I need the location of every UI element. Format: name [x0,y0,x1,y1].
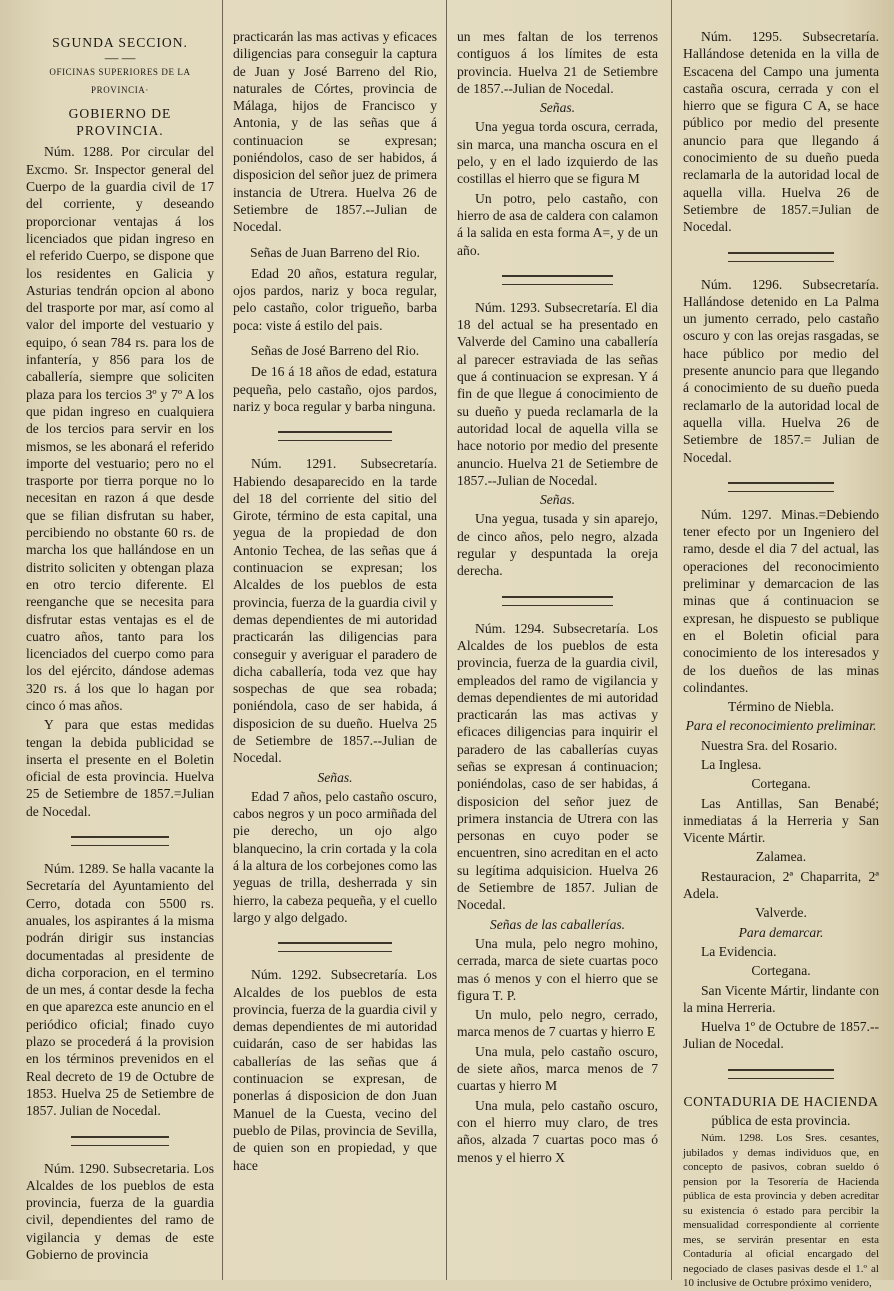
signs-mare: Edad 7 años, pelo castaño oscuro, cabos negros y un poco armiñada del pie derecho, un ojo algo blanquecino, la crin cortada y la cola á la altura de los corbejones como las yeguas de trilla, desherrada y sin hierro, la cabeza pequeña, y el cuello largo y algo delgado. [233,788,437,925]
heading-juan-barreno: Señas de Juan Barreno del Rio. [250,244,420,260]
place-valverde: Valverde. [755,905,807,921]
signs-jose-barreno: De 16 á 18 años de edad, estatura pequeña, pelo castaño, ojos pardos, nariz y boca regular y barba ninguna. [233,364,437,414]
signs-heading: Señas. [317,769,353,785]
government-heading: GOBIERNO DE PROVINCIA. [68,105,172,139]
notice-1288-close: Y para que estas medidas tengan la debida publicidad se inserta el presente en el Boletin oficial de esta provincia. Huelva 25 de Setiembre de 1857.=Julian de Nocedal. [26,717,214,819]
place-cortegana-2: Cortegana. [751,963,811,979]
preliminary-heading: Para el reconocimiento preliminar. [685,718,877,734]
signs-mule-1: Una mula, pelo negro mohino, cerrada, marca de siete cuartas poco mas ó menos y con el hierro que se figura T. P. [457,935,658,1003]
signs-black-mare: Una yegua, tusada y sin aparejo, de cinco años, pelo negro, alzada regular y despuntada la oreja derecha. [457,511,658,579]
notice-1298: Núm. 1298. Los Sres. cesantes, jubilados y demas individuos que, en concepto de pasivos, cobran sueldo ó pension por la Tesorería de Hacienda pública de esta provincia y deben acreditar su existencia ó estado para percibir la mensualidad correspondiente al corriente mes, se servirán presentar en esta Contaduría al oficial encargado del negociado de clases pasivas desde el 1.º al 10 inclusive de Octubre próximo venidero, [683,1132,879,1290]
contaduria-heading: CONTADURIA DE HACIENDA [683,1093,879,1109]
separator [71,836,169,846]
column-4 [683,28,879,1290]
mine-restauracion: Restauracion, 2ª Chaparrita, 2ª Adela. [683,868,879,902]
notice-1296: Núm. 1296. Subsecretaría. Hallándose detenido en La Palma un jumento cerrado, pelo castaño oscuro y con las orejas rasgadas, se hace público por medio del presente anuncio para que llegando á conocimiento de su dueño pueda reclamarlo de la autoridad local de aquella villa. Huelva 26 de Setiembre de 1857.= Julian de Nocedal. [683,276,879,465]
mine-rosario: Nuestra Sra. del Rosario. [701,737,838,753]
separator [278,431,392,441]
column-1 [26,34,214,1274]
notice-1290-continued: practicarán las mas activas y eficaces diligencias para conseguir la captura de Juan y José Barreno del Rio, naturales de Córtes, provincia de Málaga, hijos de Francisco y Antonia, y de las señas que á continuacion se expresan; poniéndolos, caso de ser habidos, á disposicion del señor juez de primera instancia de Utrera. Huelva 26 de Setiembre de 1857.--Julian de Nocedal. [233,29,437,235]
signs-mule-2: Un mulo, pelo negro, cerrado, marca menos de 7 cuartas y hierro E [457,1007,658,1040]
mine-san-vicente: San Vicente Mártir, lindante con la mina Herreria. [683,982,879,1015]
notice-1297-date: Huelva 1º de Octubre de 1857.--Julian de Nocedal. [683,1019,879,1052]
notice-1288: Núm. 1288. Por circular del Excmo. Sr. Inspector general del Cuerpo de la guardia civil de 17 del corriente, y deseando proporcionar ventajas á los licenciados que pidan ingreso en el referido Cuerpo, se dispone que los residentes en Galicia y Asturias tendrán opcion al abono del trasporte por mar, así como al valor del importe del vestuario y equipo, ó sean 784 rs. para los de infantería, y 856 para los de caballería, siempre que soliciten plaza para los tercios 3º y 7º A los que pidan ingreso en cualquiera de los tercios para servir en los mismos, se les abonará el referido importe del vestuario; pero no el trasporte por tierra porque no lo necesitan en razon á que desde que se filian disfrutan su haber, percibiendo no obstante 60 rs. de marcha los que hallándose en un distrito soliciten y obtengan plaza en otro tercio diferente. El reenganche que se necesita para disfrutar estas ventajas es el de cuatro años, tanto para los licenciados del cuerpo como para los del ejército, dándose ademas 320 rs. á los que lo hagan por cinco ó mas años. [26,144,214,713]
mine-evidencia: La Evidencia. [701,943,777,959]
term-niebla: Término de Niebla. [727,699,835,715]
separator [728,252,834,262]
column-rule [446,0,447,1280]
demarcate-heading: Para demarcar. [738,924,824,940]
notice-1292: Núm. 1292. Subsecretaría. Los Alcaldes de los pueblos de esta provincia, fuerza de la guardia civil y demas dependientes de mi autoridad cuidarán, caso de ser habidas las caballerías de las señas que á continuacion se expresan, de ponerlas á disposicion de don Juan Manuel de la Cuesta, vecino del pueblo de Pilas, provincia de Sevilla, de quien son en propiedad, y que hace [233,967,437,1173]
signs-horses-heading: Señas de las caballerías. [489,916,626,932]
signs-mule-3: Una mula, pelo castaño oscuro, de siete años, marca menos de 7 cuartas y hierro M [457,1043,658,1094]
notice-1292-continued: un mes faltan de los terrenos contiguos á los límites de esta provincia. Huelva 21 de Setiembre de 1857.--Julian de Nocedal. [457,29,658,96]
notice-1289: Núm. 1289. Se halla vacante la Secretaría del Ayuntamiento del Cerro, dotada con 5500 rs. anuales, los aspirantes á la misma podrán dirigir sus instancias documentadas al presidente de dicha corporacion, en el termino de un mes, á contar desde la fecha en que aparezca este anuncio en el periódico oficial; finado cuyo plazo se procederá á la provision en los términos prevenidos en el Real decreto de 19 de Octubre de 1853. Huelva 25 de Setiembre de 1857. Julian de Nocedal. [26,861,214,1119]
separator [71,1136,169,1146]
notice-1290: Núm. 1290. Subsecretaria. Los Alcaldes de los pueblos de esta provincia, fuerza de la guardia civil, dependientes del ramo de vigilancia y demas de este Gobierno de provincia [26,1160,214,1262]
heading-jose-barreno: Señas de José Barreno del Rio. [250,343,420,359]
mine-inglesa: La Inglesa. [701,756,762,772]
section-title: SGUNDA SECCION. [52,35,188,50]
notice-1294: Núm. 1294. Subsecretaría. Los Alcaldes de los pueblos de esta provincia, fuerza de la guardia civil, empleados del ramo de vigilancia y demas dependientes de mi autoridad practicarán las mas activas y eficaces diligencias para inquirir el paradero de las caballerías cuyas señas se expresan á continuacion; poniéndolas, caso de ser habidas, á disposicion del señor juez de primera instancia de Utrera con las personas en cuyo poder se encuentren, sino acreditan en el acto su legítima adquisicion. Huelva 26 de Setiembre de 1857. Julian de Nocedal. [457,620,658,913]
contaduria-subheading: pública de esta provincia. [711,1113,851,1129]
place-cortegana: Cortegana. [751,776,811,792]
place-zalamea: Zalamea. [755,849,807,865]
signs-heading: Señas. [539,492,576,508]
column-rule [222,0,223,1280]
separator [728,1069,834,1079]
signs-juan-barreno: Edad 20 años, estatura regular, ojos pardos, nariz y boca regular, pelo castaño, color trigueño, barba poca: viste á estilo del pais. [233,265,437,333]
notice-1291: Núm. 1291. Subsecretaría. Habiendo desaparecido en la tarde del 18 del corriente del sitio del Girote, término de esta capital, una yegua de la propiedad de don Antonio Techea, de las señas que á continuacion se expresan; los Alcaldes de los pueblos de esta provincia, fuerza de la guardia civil y demas dependientes de mi autoridad practicarán las diligencias para conseguir y averiguar el paradero de dicha caballería, toda vez que hay sospechas de que sea robada; poniéndola, caso de ser habida, á disposicion de su dueño. Huelva 25 de Setiembre de 1857.--Julian de Nocedal. [233,456,437,766]
notice-1295: Núm. 1295. Subsecretaría. Hallándose detenida en la villa de Escacena del Campo una jumenta castaña oscura, cerrada y con el hierro que se figura C A, se hace público por medio del presente anuncio para que llegando á conocimiento de su dueño pueda reclamarla de la autoridad local de aquella villa. Huelva 26 de Setiembre de 1857.=Julian de Nocedal. [683,29,879,235]
signs-colt: Un potro, pelo castaño, con hierro de asa de caldera con calamon á la salida en esta forma A=, y de un año. [457,190,658,258]
column-2 [233,28,437,1274]
offices-heading: OFICINAS SUPERIORES DE LA PROVINCIA· [49,67,191,95]
notice-1297: Núm. 1297. Minas.=Debiendo tener efecto por un Ingeniero del ramo, desde el dia 7 del actual, las operaciones del reconocimiento preliminar y demarcacion de las minas que á continuacion se expresan, he dispuesto se publique en el Boletin oficial para conocimiento de los interesados y de los dueños de las minas colindantes. [683,506,879,695]
column-rule [671,0,672,1280]
notice-1293: Núm. 1293. Subsecretaría. El dia 18 del actual se ha presentado en Valverde del Camino una caballería al parecer estraviada de las señas que á continuacion se expresan. Y á fin de que llegue á conocimiento de su dueño y pueda reclamarla de la autoridad local de aquella villa se hace notorio por medio del presente anuncio. Huelva 21 de Setiembre de 1857.--Julian de Nocedal. [457,299,658,488]
column-3 [457,28,658,1274]
separator [728,482,834,492]
signs-mule-4: Una mula, pelo castaño oscuro, con el hierro muy claro, de tres años, alzada 7 cuartas poco mas ó menos y el hierro X [457,1097,658,1165]
mine-antillas: Las Antillas, San Benabé; inmediatas á la Herreria y San Vicente Mártir. [683,795,879,846]
separator [502,596,613,606]
section-dash: — — [104,50,136,66]
separator [502,275,613,285]
signs-heading: Señas. [539,100,576,116]
separator [278,942,392,952]
signs-grey-mare: Una yegua torda oscura, cerrada, sin marca, una mancha oscura en el pelo, y en el lado izquierdo de las costillas el hierro que se figura M [457,119,658,187]
